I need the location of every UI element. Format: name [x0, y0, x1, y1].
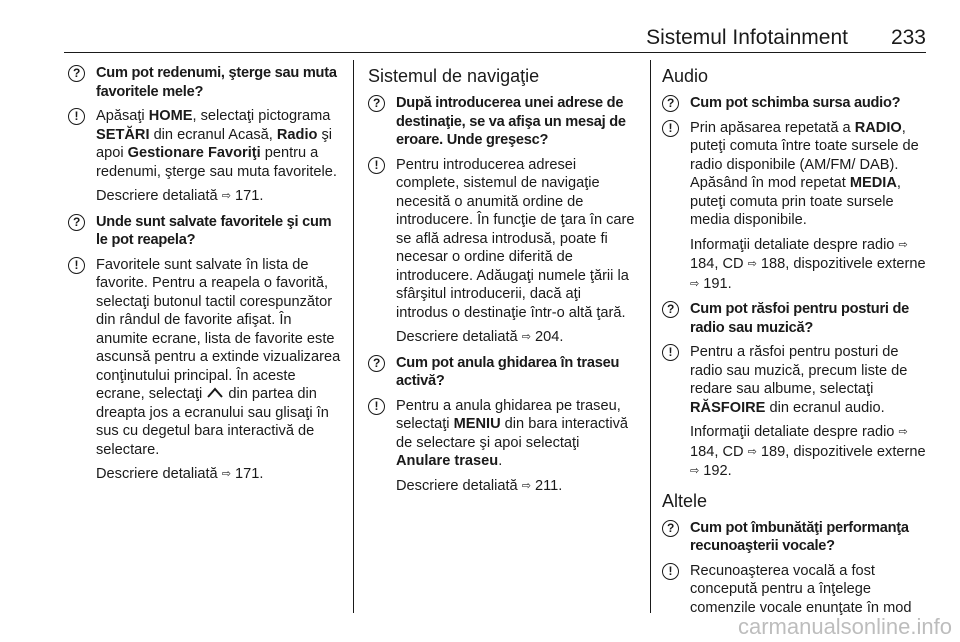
settings-label: SETĂRI: [96, 126, 150, 143]
column-navigation: [368, 64, 636, 502]
question-text: Cum pot răsfoi pentru posturi de radio sau muzică?: [690, 301, 910, 336]
question: [662, 300, 930, 337]
answer-text: Pentru introducerea adresei complete, sistemul de navigaţie necesită o anumită ordine de introducere. În funcţie de ţara în care se află adresa introdusă, poate fi necesar o ordine diferită de introducere. Adăugaţi numele ţării la sfârşitul introducerii, dacă aţi introdus o destinaţie într-o altă ţară.: [396, 156, 635, 321]
detail-text: Descriere detaliată: [396, 477, 518, 494]
detail-text: , dispozitivele externe: [785, 256, 926, 272]
question: [368, 354, 636, 391]
answer: [68, 107, 343, 181]
answer-text: şi apoi: [96, 126, 333, 161]
question-text: După introducerea unei adrese de destinaţie, se va afişa un mesaj de eroare. Unde greşesc?: [396, 95, 626, 148]
answer-text: pentru a redenumi, şterge sau muta favoritele.: [96, 145, 337, 180]
radio-label: RADIO: [854, 119, 902, 136]
question-icon: ?: [68, 65, 85, 82]
menu-label: MENIU: [453, 416, 501, 432]
answer-text: Apăsaţi: [96, 108, 149, 124]
answer-icon: !: [368, 398, 385, 415]
answer-text: .: [498, 453, 503, 469]
answer-icon: !: [368, 157, 385, 174]
answer: [68, 256, 343, 460]
cancel-route-label: Anulare traseu: [396, 453, 499, 469]
question-icon: ?: [662, 301, 679, 318]
section-title: Altele: [662, 490, 708, 511]
page-ref: 171.: [235, 188, 264, 204]
question-icon: ?: [68, 214, 85, 231]
detail-text: Informaţii detaliate despre radio: [690, 236, 895, 253]
section-title: Sistemul de navigaţie: [368, 66, 540, 86]
answer-icon: !: [68, 257, 85, 274]
media-label: MEDIA: [849, 175, 897, 191]
page-ref: 184: [690, 443, 715, 460]
question: [68, 213, 343, 250]
answer-text: din partea din dreapta jos a ecranului sau glisaţi în sus cu degetul bara interactivă de selectare.: [96, 386, 329, 458]
manage-favorites-label: Gestionare Favoriţi: [127, 145, 261, 161]
answer-text: din ecranul audio.: [765, 399, 885, 416]
page-ref: 204.: [535, 329, 564, 345]
answer-text: din bara interactivă de selectare şi apoi selectaţi: [396, 416, 628, 451]
page-ref: 192.: [703, 463, 732, 479]
detail-text: Descriere detaliată: [96, 466, 218, 482]
arrow-right-icon: ⇨: [221, 190, 231, 202]
header-title: Sistemul Infotainment: [646, 26, 848, 49]
arrow-right-icon: ⇨: [690, 277, 700, 290]
radio-label: Radio: [276, 126, 318, 143]
question-text: Cum pot îmbunătăţi performanţa recunoaşterii vocale?: [690, 519, 909, 554]
answer: [662, 343, 930, 417]
answer-text: , selectaţi pictograma: [192, 108, 331, 124]
detail-reference: [368, 328, 636, 348]
detail-reference: [68, 187, 343, 207]
question-text: Unde sunt salvate favoritele şi cum le pot reapela?: [96, 213, 332, 248]
arrow-right-icon: ⇨: [747, 258, 757, 270]
answer: [662, 119, 930, 230]
column-divider: [353, 60, 354, 613]
arrow-right-icon: ⇨: [747, 445, 757, 458]
answer: [368, 397, 636, 471]
arrow-right-icon: ⇨: [221, 468, 231, 480]
page-ref: 191.: [703, 275, 732, 292]
answer-text: Pentru a răsfoi pentru posturi de radio sau muzică, precum liste de redare sau albume, selectaţi: [690, 344, 908, 397]
question: [662, 94, 930, 113]
browse-label: RĂSFOIRE: [690, 399, 766, 416]
question-text: Cum pot redenumi, şterge sau muta favoritele mele?: [96, 65, 337, 100]
arrow-right-icon: ⇨: [898, 238, 908, 251]
answer-icon: !: [662, 344, 679, 361]
detail-text: Descriere detaliată: [96, 188, 218, 204]
page-ref: 184: [690, 256, 715, 272]
page-ref: 189: [760, 443, 786, 460]
answer-text: din ecranul Acasă,: [149, 126, 277, 143]
detail-reference: [662, 236, 930, 295]
question-icon: ?: [368, 95, 385, 112]
answer-icon: !: [662, 120, 679, 137]
detail-reference: [368, 477, 636, 497]
question: [68, 64, 343, 101]
section-title: Audio: [662, 66, 709, 86]
answer-icon: !: [68, 108, 85, 125]
question-icon: ?: [662, 95, 679, 112]
page-ref: 188: [760, 256, 786, 272]
detail-text: , CD: [714, 256, 744, 272]
arrow-right-icon: ⇨: [690, 465, 700, 477]
arrow-right-icon: ⇨: [521, 331, 531, 343]
answer-text: Recunoaşterea vocală a fost concepută pentru a înţelege comenzile vocale enunţate în mod: [690, 562, 912, 616]
question: [368, 94, 636, 150]
answer-text: Prin apăsarea repetată a: [690, 119, 855, 136]
detail-reference: [662, 423, 930, 482]
answer-text: Favoritele sunt salvate în lista de favorite. Pentru a reapela o favorită, selectaţi butonul tactil corespunzător din rândul de favorite afişat. În anumite ecrane, lista de favorite este ascunsă pentru a extinde vizualizarea conţinutului principal. În aceste ecrane, selectaţi: [96, 256, 341, 402]
detail-text: Informaţii detaliate despre radio: [690, 424, 895, 440]
answer-text: , puteţi comuta între toate sursele de radio disponibile (AM/FM/ DAB). Apăsând în mod repetat: [690, 119, 919, 191]
question-text: Cum pot anula ghidarea în traseu activă?: [396, 354, 620, 389]
answer-text: , puteţi comuta prin toate sursele media disponibile.: [690, 175, 901, 228]
arrow-right-icon: ⇨: [521, 479, 531, 492]
page-header: [64, 24, 926, 53]
detail-text: , CD: [714, 443, 744, 460]
answer: [368, 156, 636, 323]
chevron-up-icon: [206, 386, 224, 399]
page-ref: 211.: [535, 477, 563, 494]
detail-reference: [68, 465, 343, 485]
watermark: carmanualsonline.info: [737, 614, 952, 639]
page-number: 233: [890, 26, 926, 49]
column-divider: [650, 60, 651, 613]
question-text: Cum pot schimba sursa audio?: [690, 95, 901, 111]
home-label: HOME: [148, 108, 193, 124]
column-audio: [662, 64, 930, 623]
detail-text: Descriere detaliată: [396, 329, 518, 345]
column-favorites: [68, 64, 343, 491]
question-icon: ?: [368, 355, 385, 372]
detail-text: , dispozitivele externe: [785, 443, 926, 460]
answer-text: Pentru a anula ghidarea pe traseu, selectaţi: [396, 397, 621, 432]
arrow-right-icon: ⇨: [898, 426, 908, 438]
page-ref: 171.: [235, 466, 264, 482]
question-icon: ?: [662, 520, 679, 537]
question: [662, 519, 930, 556]
answer-icon: !: [662, 563, 679, 580]
answer: [662, 562, 930, 618]
